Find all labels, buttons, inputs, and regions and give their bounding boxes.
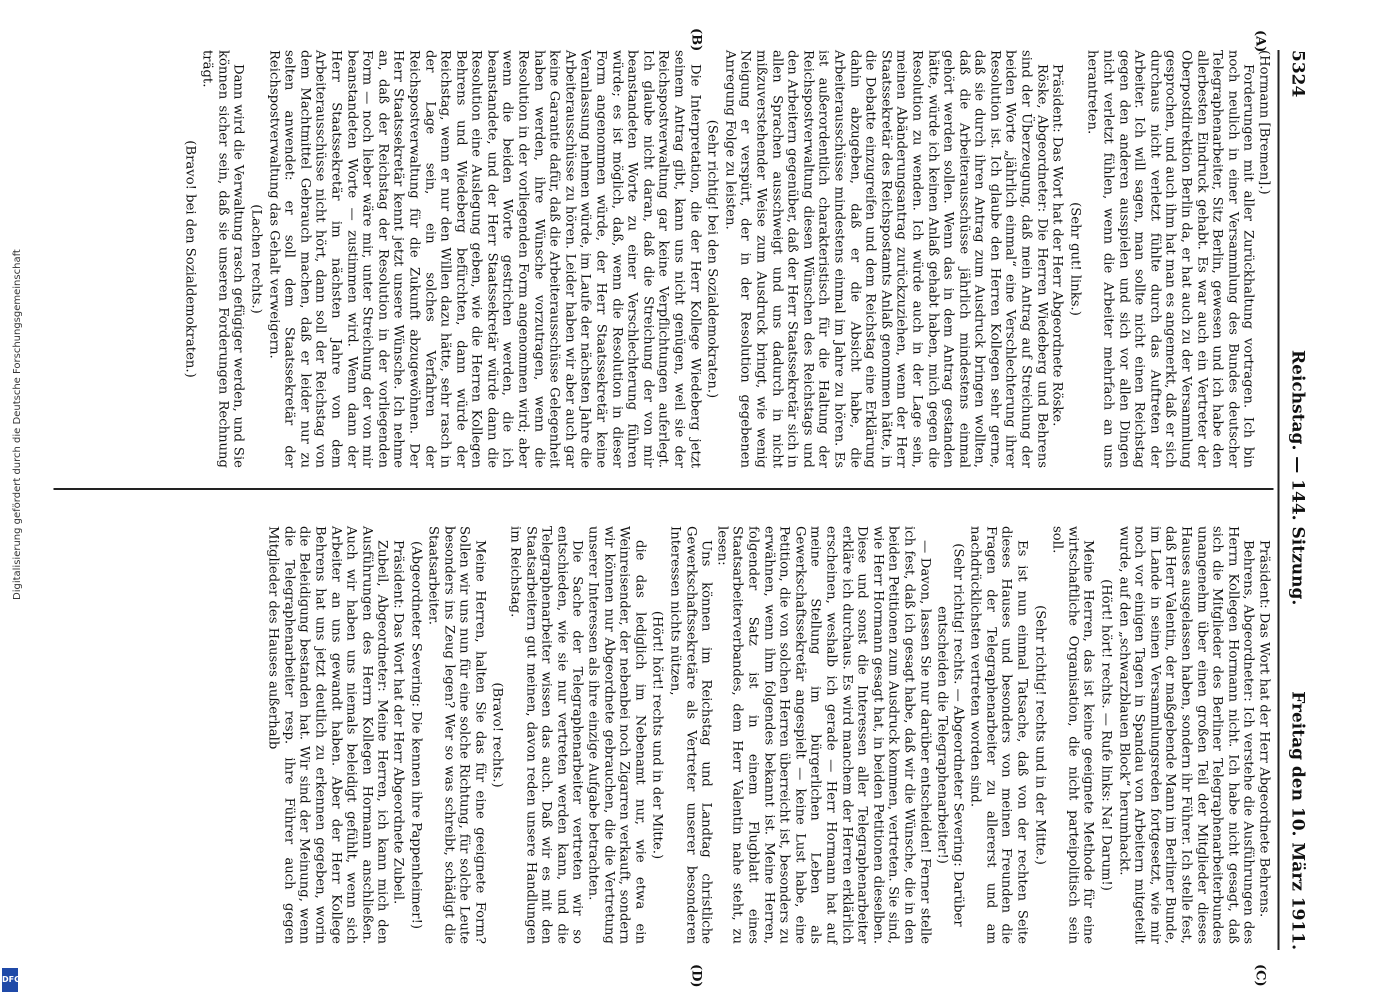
paragraph: Die Interpretation, die der Herr Kollege Wiedeberg jetzt seinem Antrag gibt, kann uns nicht genügen, weil sie der Reichspostverwaltung gar keine Verpflichtungen auferlegt. Ich glaube nicht daran, daß die Streichung der von mir beanstandeten Worte zu einer Verschlechterung führen würde; es ist möglich, daß, wenn die Resolution in dieser Form angenommen würde, der Herr Staatssekretär keine Veranlassung nehmen würde, im Laufe der nächsten Jahre die Arbeiterausschüsse zu hören. Leider haben wir aber auch gar keine Garantie dafür, daß die Arbeiterausschüsse Gelegenheit haben werden, ihre Wünsche vorzutragen, wenn die Resolution in der vorliegenden Form angenommen wird; aber wenn die beiden Worte gestrichen werden, die ich beanstandete, und der Herr Staatssekretär würde dann die Resolution eine Auslegung geben, wie die Herren Kollegen Behrens und Wiedeberg befürchten, dann würde der Reichstag, wenn er nur den Willen dazu hätte, sehr rasch in der Lage sein, ein solches Verfahren der Reichspostverwaltung für die Zukunft abzugewöhnen. Der Herr Staatssekretär kennt jetzt unsere Wünsche. Ich nehme an, daß der Reichstag der Resolution in der vorliegenden Form — noch lieber wäre mir, unter Streichung der von mir beanstandeten Worte — zustimmen wird. Wenn dann der Herr Staatssekretär im nächsten Jahre von dem Arbeiterausschüsse nicht hört, dann soll der Reichstag von dem Machtmittel Gebrauch machen, daß er leider nur zu selten anwendet: er soll dem Staatssekretär der Reichspostverwaltung das Gehalt verweigern.: [265, 50, 702, 468]
paragraph: die das lediglich im Nebenamt nur, wie etwa ein Weinreisender, der nebenbei noch Zigarren verkauft, sondern wir können nur Abgeordnete gebrauchen, die die Vertretung unserer Interessen als ihre einzige Aufgabe betrachten.: [585, 526, 647, 944]
interjection: (Sehr richtig! rechts und in der Mitte.): [1031, 605, 1047, 865]
interjection: (Sehr gut! links.): [1066, 202, 1082, 316]
page-number: 5324: [1287, 50, 1307, 98]
paragraph: Die Sache der Telegraphenarbeiter vertreten wir so entschieden, wie sie nur vertreten werden kann, und die Telegraphenarbeiter wissen das auch. Daß wir es mit den Staatsarbeitern gut meinen, davon reden unsere Handlungen im Reichstag.: [507, 526, 585, 944]
page-header: [1277, 50, 1313, 950]
paragraph: Behrens, Abgeordneter: Ich verstehe die Ausführungen des Herrn Kollegen Hormann nicht. Ich habe nicht gesagt, daß sich die Mitglieder des Berliner Telegraphenarbeiterbundes unangenehm über einen großen Teil der Mitglieder dieses Hauses ausgelassen haben, sondern ihr Führer. Ich stelle fest, daß Herr Valentin, der maßgebende Mann im Berliner Bunde, im Lande in seinen Versammlungsreden fortgesetzt, wie mir noch vor einigen Tagen in Spandau von Arbeitern mitgeteilt wurde, auf den „schwarzblauen Block“ herumhackt.: [1115, 526, 1256, 944]
paragraph: Es ist nun einmal Tatsache, daß von der rechten Seite dieses Hauses und besonders von meinen Freunden die Fragen der Telegraphenarbeiter zu allererst und am nachdrücklichsten vertreten worden sind.: [967, 526, 1030, 944]
document-page: [33, 20, 1323, 988]
margin-letter-a: (A): [1252, 30, 1267, 53]
digitization-note: [0, 249, 23, 1000]
interjection: (Sehr richtig! rechts. — Abgeordneter Severing: Darüber entscheiden die Telegraphenarbeiter!): [934, 543, 965, 927]
interjection: (Bravo! rechts.): [489, 682, 505, 788]
paragraph: Meine Herren, das ist keine geeignete Methode für eine wirtschaftliche Organisation, die nicht parteipolitisch sein soll.: [1049, 526, 1096, 944]
right-text-column: [265, 526, 1271, 944]
left-text-column: [179, 50, 1271, 468]
paragraph: Präsident: Das Wort hat der Herr Abgeordnete Röske.: [1049, 64, 1065, 427]
session-date: Freitag den 10. März 1911.: [1287, 691, 1307, 950]
interjection: (Abgeordneter Severing: Die kennen ihre Pappenheimer!): [407, 540, 423, 930]
paragraph: Dann wird die Verwaltung rasch gefügiger werden, und Sie können sicher sein, daß sie unseren Forderungen Rechnung trägt.: [199, 50, 246, 468]
margin-letter-b: (B): [688, 28, 703, 52]
dfg-logo-icon: DFG: [2, 968, 18, 992]
interjection: (Lachen rechts.): [248, 204, 263, 314]
column-divider: [53, 488, 1273, 490]
paragraph: (Hormann [Bremen].): [1256, 50, 1271, 195]
digitization-text: Digitalisierung gefördert durch die Deutsche Forschungsgemeinschaft: [12, 249, 23, 600]
interjection: (Hört! hört! rechts. — Rufe links: Na! Darum!): [1098, 579, 1114, 891]
interjection: (Bravo! bei den Sozialdemokraten.): [181, 140, 197, 378]
paragraph: Röske, Abgeordneter: Die Herren Wiedeberg und Behrens sind der Überzeugung, daß mein Antrag auf Streichung der beiden Worte „jährlich einmal“ eine Verschlechterung ihrer Resolution ist. Ich glaube den Herren Kollegen sehr gerne, daß sie durch ihren Antrag zum Ausdruck bringen wollten, daß die Arbeiterausschüsse jährlich mindestens einmal gehört werden sollen. Wenn das in dem Antrag gestanden hätte, würde ich keinen Anlaß gehabt haben, mich gegen die Resolution zu wenden. Ich würde auch in der Lage sein, meinen Abänderungsantrag zurückzuziehen, wenn der Herr Staatssekretär des Reichspostamts Anlaß genommen hätte, in die Debatte einzugreifen und dem Reichstag eine Erklärung dahin abzugeben, daß er die Absicht habe, die Arbeiterausschüsse mindestens einmal im Jahre zu hören. Es ist außerordentlich charakteristisch für die Haltung der Reichspostverwaltung diesen Wünschen des Reichstags und den Arbeitern gegenüber, daß der Herr Staatssekretär sich in allen Sprachen ausschweigt und uns dadurch in nicht mißzuverstehender Weise zum Ausdruck bringt, wie wenig Neigung er verspürt, der in der Resolution gegebenen Anregung Folge zu leisten.: [721, 50, 1049, 468]
interjection: (Sehr richtig! bei den Sozialdemokraten.): [704, 119, 720, 399]
paragraph: — Davon, lassen Sie nur darüber entscheiden! Ferner stelle ich fest, daß ich gesagt habe, daß wir die Wünsche, die in den beiden Petitionen zum Ausdruck kommen, vertreten. Sie sind, wie Herr Hormann gesagt hat, in beiden Petitionen dieselben. Diese und sonst die Interessen aller Telegraphenarbeiter erkläre ich durchaus. Es wird manchem der Herren erklärlich erscheinen, weshalb ich gerade — Herr Hormann hat auf meine Stellung im bürgerlichen Leben als Gewerkschaftssekretär angespielt — keine Lust habe, eine Petition, die von solchen Herren überreicht ist, besonders zu erwähnen, wenn ihm folgendes bekannt ist. Meine Herren, folgender Satz ist in einem Flugblatt eines Staatsarbeiterverbandes, dem Herr Valentin nahe steht, zu lesen:: [713, 526, 932, 944]
interjection: (Hört! hört! rechts und in der Mitte.): [649, 610, 665, 860]
paragraph: Zubeil, Abgeordneter: Meine Herren, ich kann mich den Ausführungen des Herrn Kollegen Hormann anschließen. Auch wir haben uns niemals beleidigt gefühlt, wenn sich Arbeiter an uns gewandt haben. Aber der Herr Kollege Behrens hat uns jetzt deutlich zu erkennen gegeben, worin die Beleidigung bestanden hat. Wir sind der Meinung, wenn die Telegraphenarbeiter resp. ihre Führer auch gegen Mitglieder des Hauses außerhalb: [265, 526, 390, 944]
paragraph: Meine Herren, halten Sie das für eine geeignete Form? Sollen wir uns nun für eine solche Richtung, für solche Leute besonders ins Zeug legen? Wer so was schreibt, schädigt die Staatsarbeiter.: [425, 526, 487, 944]
paragraph: Uns können im Reichstag und Landtag christliche Gewerkschaftssekretäre als Vertreter unserer besonderen Interessen nichts nützen,: [667, 526, 714, 944]
session-title: Reichstag. — 144. Sitzung.: [1287, 350, 1307, 606]
paragraph: Präsident: Das Wort hat der Herr Abgeordnete Zubeil.: [389, 540, 405, 905]
paragraph: Forderungen mit aller Zurückhaltung vortragen. Ich bin noch neulich in einer Versammlung des Bundes deutscher Telegraphenarbeiter, Sitz Berlin, gewesen und ich habe den allerbesten Eindruck gehabt. Es war auch ein Vertreter der Oberpostdirektion Berlin da, er hat auch zu der Versammlung gesprochen, und auch ihm hat man es angemerkt, daß er sich durchaus nicht verletzt fühlte durch das Auftreten der Arbeiter. Ich will sagen, man sollte nicht einen Reichstag gegen den anderen ausspielen und sich vor allen Dingen nicht verletzt fühlen, wenn die Arbeiter mehrfach an uns herantreten.: [1084, 50, 1256, 468]
margin-letter-d: (D): [688, 964, 703, 988]
margin-letter-c: (C): [1252, 964, 1267, 987]
paragraph: Präsident: Das Wort hat der Herr Abgeordnete Behrens.: [1256, 540, 1271, 918]
